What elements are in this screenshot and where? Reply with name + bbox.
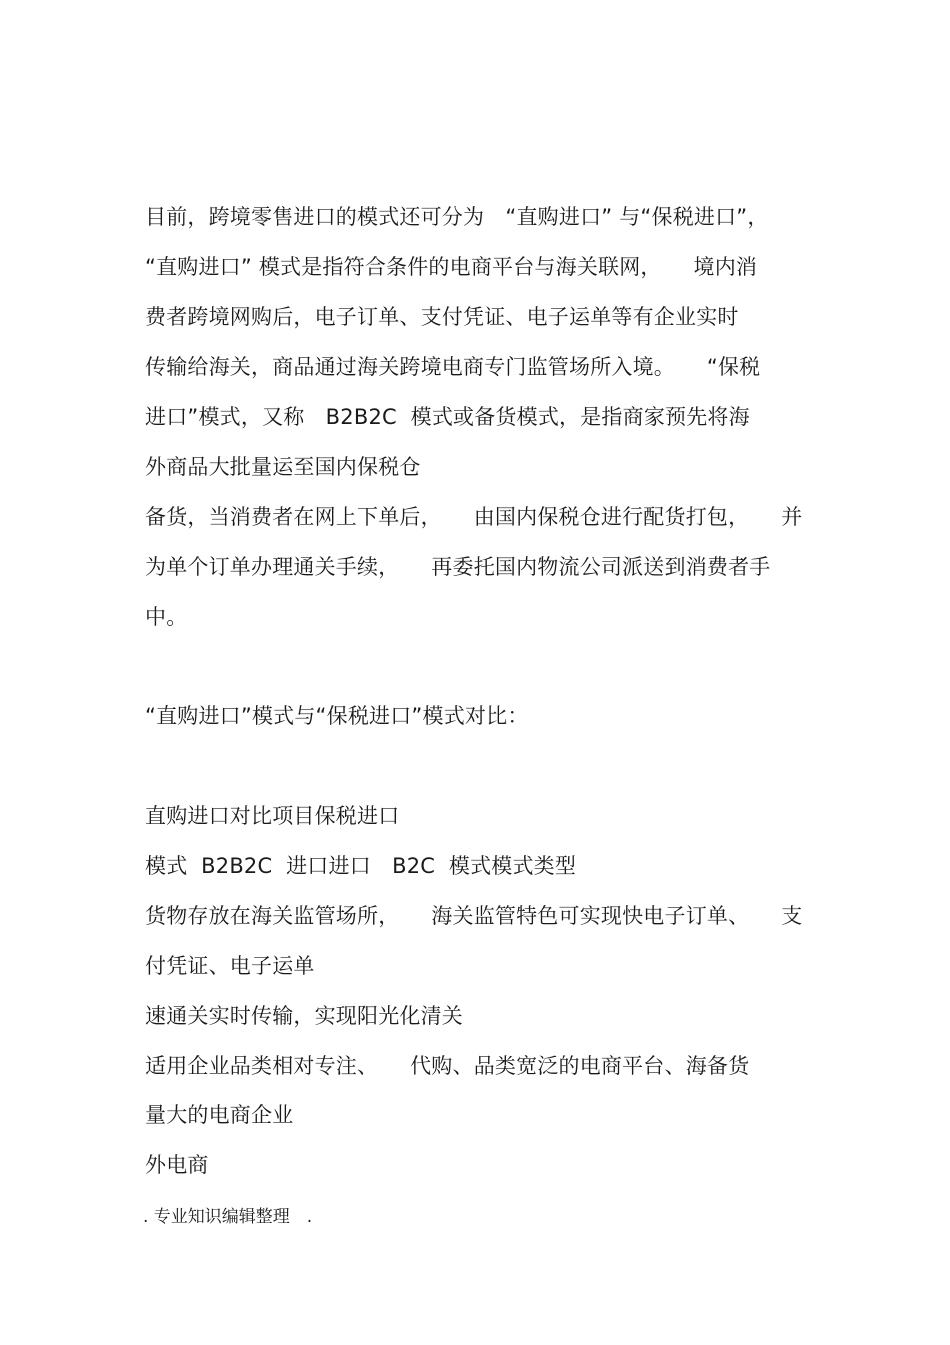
table-line-7: 量大的电商企业 (145, 1103, 294, 1127)
paragraph-line-8: 为单个订单办理通关手续， 再委托国内物流公司派送到消费者手 (145, 555, 771, 579)
table-line-2: 模式 B2B2C 进口进口 B2C 模式模式类型 (145, 854, 577, 878)
table-line-5: 速通关实时传输，实现阳光化清关 (145, 1004, 463, 1028)
comparison-title: “直购进口”模式与“保税进口”模式对比： (145, 704, 529, 728)
table-line-6: 适用企业品类相对专注、 代购、品类宽泛的电商平台、海备货 (145, 1054, 750, 1078)
paragraph-line-5: 进口”模式，又称 B2B2C 模式或备货模式，是指商家预先将海 (145, 405, 750, 429)
paragraph-line-4: 传输给海关，商品通过海关跨境电商专门监管场所入境。 “保税 (145, 355, 761, 379)
table-line-1: 直购进口对比项目保税进口 (145, 804, 400, 828)
footer-note: . 专业知识编辑整理 . (143, 1207, 313, 1227)
paragraph-line-1: 目前，跨境零售进口的模式还可分为 “直购进口” 与“保税进口”， (145, 205, 769, 229)
paragraph-line-6: 外商品大批量运至国内保税仓 (145, 455, 421, 479)
table-line-3: 货物存放在海关监管场所， 海关监管特色可实现快电子订单、 支 (145, 904, 803, 928)
table-line-8: 外电商 (145, 1153, 209, 1177)
paragraph-line-7: 备货，当消费者在网上下单后， 由国内保税仓进行配货打包， 并 (145, 505, 803, 529)
paragraph-line-9: 中。 (145, 605, 188, 629)
paragraph-line-3: 费者跨境网购后，电子订单、支付凭证、电子运单等有企业实时 (145, 305, 739, 329)
paragraph-line-2: “直购进口” 模式是指符合条件的电商平台与海关联网， 境内消 (145, 255, 758, 279)
table-line-4: 付凭证、电子运单 (145, 954, 315, 978)
